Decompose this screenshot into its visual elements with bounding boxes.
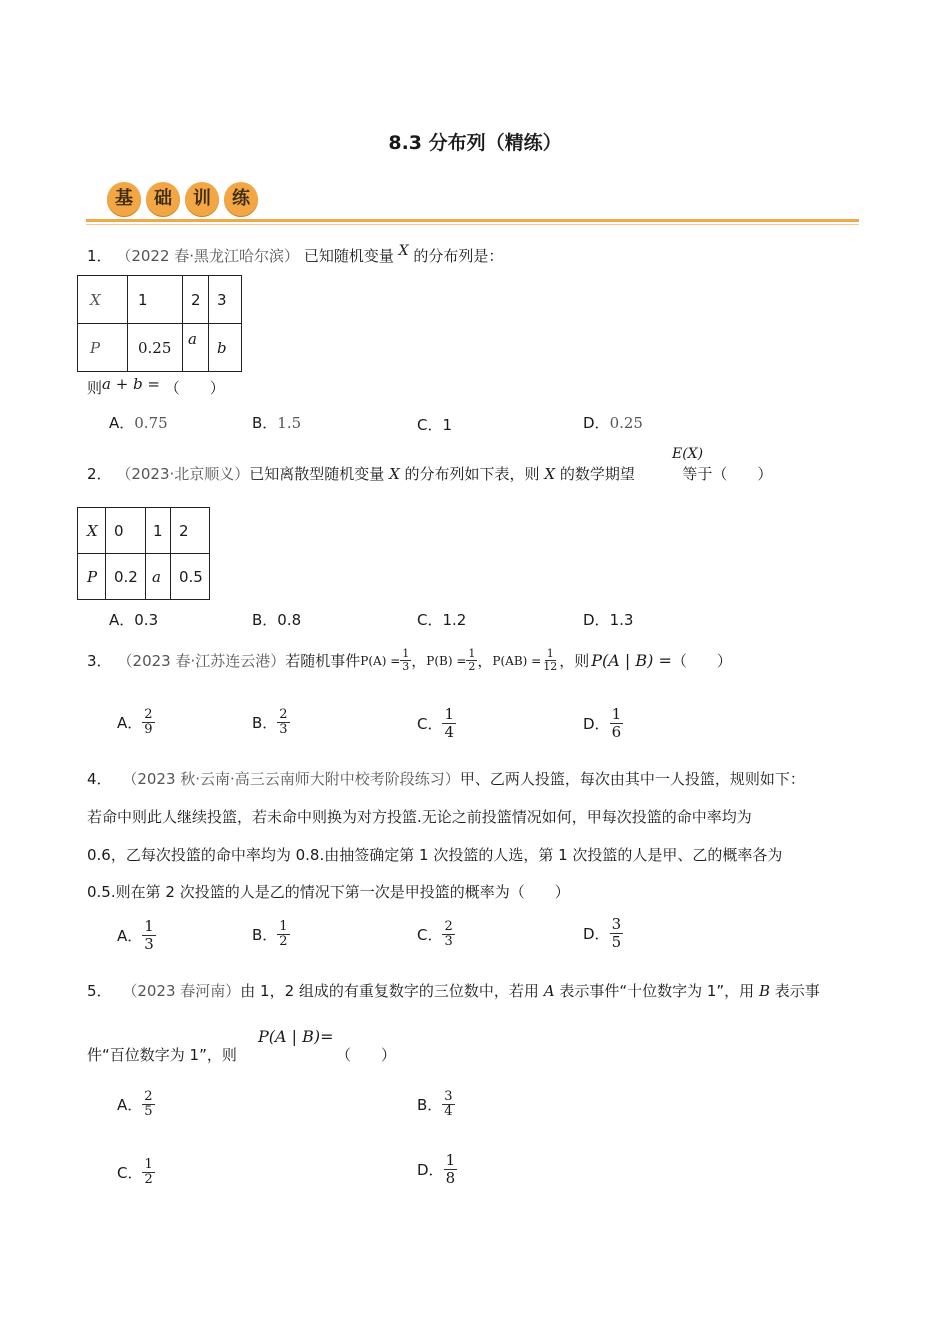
option-b: [252, 708, 290, 738]
fraction-denominator: 6: [611, 722, 622, 741]
option-b: [417, 1090, 455, 1120]
math-expression: P(A) =: [360, 653, 401, 668]
option-label: C．: [117, 1164, 143, 1183]
option-label: A．: [117, 1096, 143, 1115]
banner-divider-thin: [86, 224, 859, 225]
math-var: X: [544, 465, 556, 483]
fraction-numerator: 2: [444, 919, 453, 934]
fraction-numerator: 1: [444, 705, 455, 723]
question-source: （2023 春河南）: [122, 982, 241, 1000]
math-expression: a + b =: [102, 375, 161, 393]
fraction-denominator: 8: [445, 1168, 456, 1187]
question-source: （2023·北京顺义）: [116, 465, 250, 483]
option-value: 0.75: [134, 414, 168, 432]
option-label: B．: [252, 926, 278, 945]
banner-char: 础: [146, 182, 180, 216]
option-label: A．: [117, 926, 143, 945]
separator: ，: [477, 652, 493, 671]
fraction-denominator: 2: [144, 1172, 153, 1188]
fraction-denominator: 2: [468, 660, 476, 674]
banner-char: 练: [224, 182, 258, 216]
option-d: [583, 706, 623, 740]
question-text: 由 1，2 组成的有重复数字的三位数中，若用: [240, 982, 539, 1000]
fraction-numerator: 1: [468, 647, 476, 660]
table-cell: 0: [106, 508, 146, 554]
answer-blank: （ ）: [164, 379, 225, 397]
option-c: [417, 609, 466, 630]
option-label: D．: [583, 924, 610, 943]
question-text: 已知随机变量: [303, 247, 394, 265]
question-4: [87, 768, 805, 789]
answer-blank: （ ）: [671, 652, 732, 671]
table-cell: 1: [128, 276, 183, 324]
option-label: D．: [583, 414, 610, 432]
option-value: 0.8: [277, 611, 302, 629]
banner-char: 训: [185, 182, 219, 216]
option-label: D．: [583, 611, 610, 629]
question-text: 若随机事件: [285, 652, 361, 671]
question-1: [87, 245, 503, 266]
math-expression: E(X): [672, 446, 704, 462]
table-cell: 0.2: [106, 554, 146, 600]
distribution-table-2: [77, 507, 210, 600]
table-cell: 1: [146, 508, 171, 554]
table-cell: P: [78, 324, 128, 372]
option-b: [252, 609, 301, 630]
option-d: [583, 412, 643, 433]
banner-divider: [86, 219, 859, 222]
math-expression: P(A | B) =: [591, 651, 672, 671]
option-c: [417, 414, 452, 435]
option-value: 1: [442, 416, 453, 434]
question-text: 的分布列如下表，则: [404, 465, 540, 483]
option-a: [109, 609, 158, 630]
fraction-numerator: 1: [279, 919, 288, 934]
question-source: （2022 春·黑龙江哈尔滨）: [116, 247, 300, 265]
question-text: 等于（ ）: [682, 465, 773, 483]
option-value: 1.5: [277, 414, 302, 432]
fraction-denominator: 4: [444, 1104, 453, 1120]
table-cell: 3: [209, 276, 242, 324]
option-value: 0.25: [609, 414, 643, 432]
option-value: 1.3: [609, 611, 634, 629]
math-var: X: [398, 243, 409, 259]
option-label: B．: [252, 611, 278, 629]
fraction: [142, 1158, 154, 1188]
banner-char: 基: [107, 182, 141, 216]
math-var: A: [543, 982, 555, 1000]
option-c: [417, 920, 455, 950]
fraction-numerator: 1: [144, 1157, 153, 1172]
fraction-numerator: 3: [444, 1089, 453, 1104]
table-cell: P: [78, 554, 106, 600]
math-var: X: [389, 465, 400, 483]
question-source: （2023 春·江苏连云港）: [117, 652, 286, 671]
fraction-numerator: 1: [611, 705, 622, 723]
answer-blank: （ ）: [336, 1046, 397, 1064]
option-a: [117, 708, 155, 738]
option-c: [417, 706, 456, 740]
fraction: [541, 648, 559, 673]
question-text: 已知离散型随机变量: [249, 465, 385, 483]
option-label: D．: [417, 1160, 444, 1179]
page-title: 8.3 分布列（精练）: [388, 132, 562, 154]
table-cell: 0.25: [128, 324, 183, 372]
fraction: [142, 1090, 154, 1120]
fraction-numerator: 1: [144, 917, 154, 935]
fraction: [442, 1090, 454, 1120]
question-text: 表示事件“十位数字为 1”，用: [559, 982, 755, 1000]
table-cell: 2: [183, 276, 209, 324]
table-cell: 0.5: [171, 554, 210, 600]
option-label: A．: [109, 611, 135, 629]
table-cell: X: [78, 508, 106, 554]
fraction-denominator: 9: [144, 722, 153, 738]
option-a: [109, 412, 168, 433]
fraction: [400, 648, 411, 673]
fraction-numerator: 2: [279, 707, 288, 722]
math-expression: P(AB) =: [492, 653, 542, 668]
question-1-ask: [87, 377, 225, 398]
fraction: [610, 916, 624, 950]
table-cell: a: [183, 324, 209, 372]
question-text: 甲、乙两人投篮，每次由其中一人投篮，规则如下：: [459, 770, 805, 788]
option-c: [117, 1158, 155, 1188]
fraction: [442, 920, 454, 950]
question-5-line-2: [87, 1044, 237, 1065]
option-value: 0.3: [134, 611, 159, 629]
table-cell: b: [209, 324, 242, 372]
fraction-denominator: 5: [144, 1104, 153, 1120]
fraction: [442, 706, 456, 740]
fraction-denominator: 4: [444, 722, 455, 741]
option-label: D．: [583, 714, 610, 733]
question-text: 表示事: [774, 982, 820, 1000]
option-a: [117, 1090, 155, 1120]
question-4-line-2: 若命中则此人继续投篮，若未命中则换为对方投篮.无论之前投篮情况如何，甲每次投篮的命中率均为: [87, 808, 752, 826]
fraction-denominator: 3: [402, 660, 410, 674]
question-3: [87, 648, 732, 673]
question-text: 的分布列是：: [413, 247, 504, 265]
option-label: B．: [417, 1096, 443, 1115]
fraction-denominator: 12: [543, 660, 558, 674]
question-text: 的数学期望: [559, 465, 635, 483]
option-label: C．: [417, 926, 443, 945]
separator: ，: [411, 652, 427, 671]
fraction: [142, 918, 156, 952]
fraction-denominator: 3: [279, 722, 288, 738]
math-expression: P(B) =: [426, 653, 467, 668]
option-label: A．: [117, 714, 143, 733]
option-label: C．: [417, 416, 443, 434]
fraction-numerator: 2: [144, 707, 153, 722]
fraction: [142, 708, 154, 738]
fraction-numerator: 3: [611, 915, 622, 933]
option-label: A．: [109, 414, 135, 432]
fraction-numerator: 1: [445, 1151, 456, 1169]
math-var: B: [758, 982, 770, 1000]
question-4-line-4: 0.5.则在第 2 次投篮的人是乙的情况下第一次是甲投篮的概率为（ ）: [87, 883, 570, 901]
question-number: 1．: [87, 247, 112, 265]
table-cell: a: [146, 554, 171, 600]
option-label: B．: [252, 714, 278, 733]
question-number: 3．: [87, 652, 112, 671]
question-4-line-3: 0.6，乙每次投篮的命中率均为 0.8.由抽签确定第 1 次投篮的人选，第 1 次投篮的人是甲、乙的概率各为: [87, 846, 783, 864]
option-label: B．: [252, 414, 278, 432]
option-value: 1.2: [442, 611, 467, 629]
option-d: [417, 1152, 457, 1186]
option-label: C．: [417, 611, 443, 629]
option-label: C．: [417, 714, 443, 733]
fraction-numerator: 2: [144, 1089, 153, 1104]
table-cell: X: [78, 276, 128, 324]
fraction-denominator: 3: [144, 934, 154, 953]
distribution-table-1: [77, 275, 242, 372]
fraction: [610, 706, 624, 740]
question-number: 2．: [87, 465, 112, 483]
option-b: [252, 412, 301, 433]
option-d: [583, 916, 623, 950]
math-expression: P(A | B)=: [258, 1027, 334, 1046]
option-a: [117, 918, 156, 952]
fraction: [444, 1152, 458, 1186]
option-d: [583, 609, 633, 630]
fraction: [277, 920, 289, 950]
question-text: 则: [87, 379, 103, 397]
question-number: 5．: [87, 982, 112, 1000]
question-text: ，则: [559, 652, 590, 671]
question-source: （2023 秋·云南·高三云南师大附中校考阶段练习）: [122, 770, 460, 788]
fraction-numerator: 1: [402, 647, 410, 660]
question-number: 4．: [87, 770, 112, 788]
fraction-denominator: 5: [611, 932, 622, 951]
fraction: [466, 648, 477, 673]
question-5: [87, 980, 820, 1001]
question-2: [87, 463, 772, 484]
question-text: 件“百位数字为 1”，则: [87, 1046, 237, 1064]
table-cell: 2: [171, 508, 210, 554]
fraction-denominator: 3: [444, 934, 453, 950]
fraction-numerator: 1: [546, 647, 554, 660]
option-b: [252, 920, 290, 950]
fraction-denominator: 2: [279, 934, 288, 950]
fraction: [277, 708, 289, 738]
